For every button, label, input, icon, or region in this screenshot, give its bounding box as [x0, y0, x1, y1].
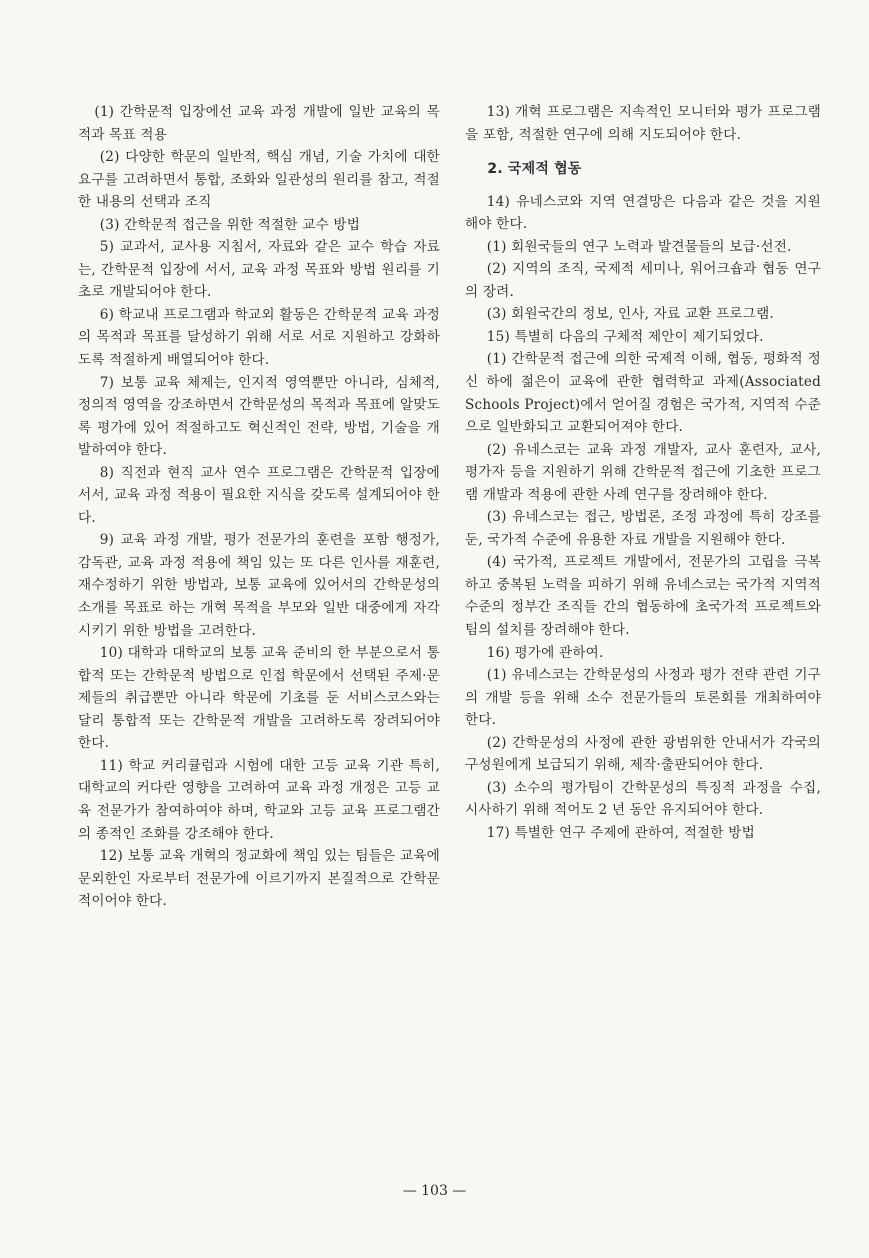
paragraph: 15) 특별히 다음의 구체적 제안이 제기되었다.	[486, 328, 764, 345]
paragraph: 14) 유네스코와 지역 연결망은 다음과 같은 것을 지원해야 한다.	[465, 193, 821, 233]
paragraph: (3) 소수의 평가팀이 간학문성의 특징적 과정을 수집, 시사하기 위해 적어도 2 년 동안 유지되어야 한다.	[465, 779, 821, 819]
page-number: — 103 —	[402, 1183, 467, 1199]
paragraph: (2) 다양한 학문의 일반적, 핵심 개념, 기술 가치에 대한 요구를 고려하면서 통합, 조화와 일관성의 원리를 참고, 적절한 내용의 선택과 조직	[78, 149, 440, 211]
paragraph: (2) 간학문성의 사정에 관한 광범위한 안내서가 각국의 구성원에게 보급되기 위해, 제작·출판되어야 한다.	[465, 734, 821, 774]
paragraph: (4) 국가적, 프로젝트 개발에서, 전문가의 고립을 극복하고 중복된 노력을 피하기 위해 유네스코는 국가적 지역적 수준의 정부간 조직들 간의 협동하에 초국가적 프로젝트와 팀의 설치를 장려해야 한다.	[465, 554, 821, 639]
section-heading: 2. 국제적 협동	[487, 161, 582, 178]
paragraph: (3) 간학문적 접근을 위한 적절한 교수 방법	[99, 216, 361, 233]
paragraph: 16) 평가에 관하여.	[486, 644, 604, 661]
paragraph: 8) 직전과 현직 교사 연수 프로그램은 간학문적 입장에 서서, 교육 과정 적용이 필요한 지식을 갖도록 설계되어야 한다.	[78, 464, 440, 526]
paragraph: (1) 회원국들의 연구 노력과 발견물들의 보급·선전.	[486, 238, 792, 255]
paragraph: 5) 교과서, 교사용 지침서, 자료와 같은 교수 학습 자료는, 간학문적 입장에 서서, 교육 과정 목표와 방법 원리를 기초로 개발되어야 한다.	[78, 239, 440, 301]
right-column	[465, 101, 821, 845]
paragraph: (3) 회원국간의 정보, 인사, 자료 교환 프로그램.	[486, 306, 774, 323]
paragraph: 12) 보통 교육 개혁의 정교화에 책임 있는 팀들은 교육에 문외한인 자로부터 전문가에 이르기까지 본질적으로 간학문적이어야 한다.	[78, 848, 440, 910]
paragraph: (2) 유네스코는 교육 과정 개발자, 교사 훈련자, 교사, 평가자 등을 지원하기 위해 간학문적 접근에 기초한 프로그램 개발과 적용에 관한 사례 연구를 장려해야 한다.	[465, 441, 821, 503]
paragraph: (1) 간학문적 입장에선 교육 과정 개발에 일반 교육의 목적과 목표 적용	[78, 104, 440, 143]
paragraph: 9) 교육 과정 개발, 평가 전문가의 훈련을 포함 행정가, 감독관, 교육 과정 적용에 책임 있는 또 다른 인사를 재훈련, 재수정하기 위한 방법과, 보통 교육에 있어서의 간학문성의 소개를 목표로 하는 개혁 목적을 부모와 일반 대중에게 자각시키기 위한 방법을 고려한다.	[78, 532, 440, 639]
paragraph: (1) 유네스코는 간학문성의 사정과 평가 전략 관련 기구의 개발 등을 위해 소수 전문가들의 토론회를 개최하여야 한다.	[465, 667, 821, 729]
paragraph: 10) 대학과 대학교의 보통 교육 준비의 한 부분으로서 통합적 또는 간학문적 방법으로 인접 학문에서 선택된 주제·문제들의 취급뿐만 아니라 학문에 기초를 둔 서비스코스와는 달리 통합적 또는 간학문적 개발을 고려하도록 장려되어야 한다.	[78, 645, 440, 752]
paragraph: 6) 학교내 프로그램과 학교외 활동은 간학문적 교육 과정의 목적과 목표를 달성하기 위해 서로 서로 지원하고 강화하도록 적절하게 배열되어야 한다.	[78, 306, 440, 369]
paragraph: 13) 개혁 프로그램은 지속적인 모니터와 평가 프로그램을 포함, 적절한 연구에 의해 지도되어야 한다.	[465, 104, 821, 143]
paragraph: (3) 유네스코는 접근, 방법론, 조정 과정에 특히 강조를 둔, 국가적 수준에 유용한 자료 개발을 지원해야 한다.	[465, 509, 821, 548]
paragraph: 7) 보통 교육 체제는, 인지적 영역뿐만 아니라, 심체적, 정의적 영역을 강조하면서 간학문성의 목적과 목표에 알맞도록 평가에 있어 적절하고도 혁신적인 전략, 방법, 기술을 개발하여야 한다.	[78, 374, 440, 459]
paragraph: 11) 학교 커리큘럼과 시험에 대한 고등 교육 기관 특히, 대학교의 커다란 영향을 고려하여 교육 과정 개정은 고등 교육 전문가가 참여하여야 하며, 학교와 고등 교육 프로그램간의 종적인 조화를 강조해야 한다.	[78, 757, 440, 842]
paragraph: (2) 지역의 조직, 국제적 세미나, 워어크숍과 협동 연구의 장려.	[465, 261, 821, 300]
paragraph: (1) 간학문적 접근에 의한 국제적 이해, 협동, 평화적 정신 하에 젊은이 교육에 관한 협력학교 과제(Associated Schools Project)에서 얻어질 경험은 국가적, 지역적 수준으로 일반화되고 교환되어져야 한다.	[465, 351, 821, 436]
paragraph: 17) 특별한 연구 주제에 관하여, 적절한 방법	[486, 824, 755, 841]
left-column	[78, 101, 440, 913]
